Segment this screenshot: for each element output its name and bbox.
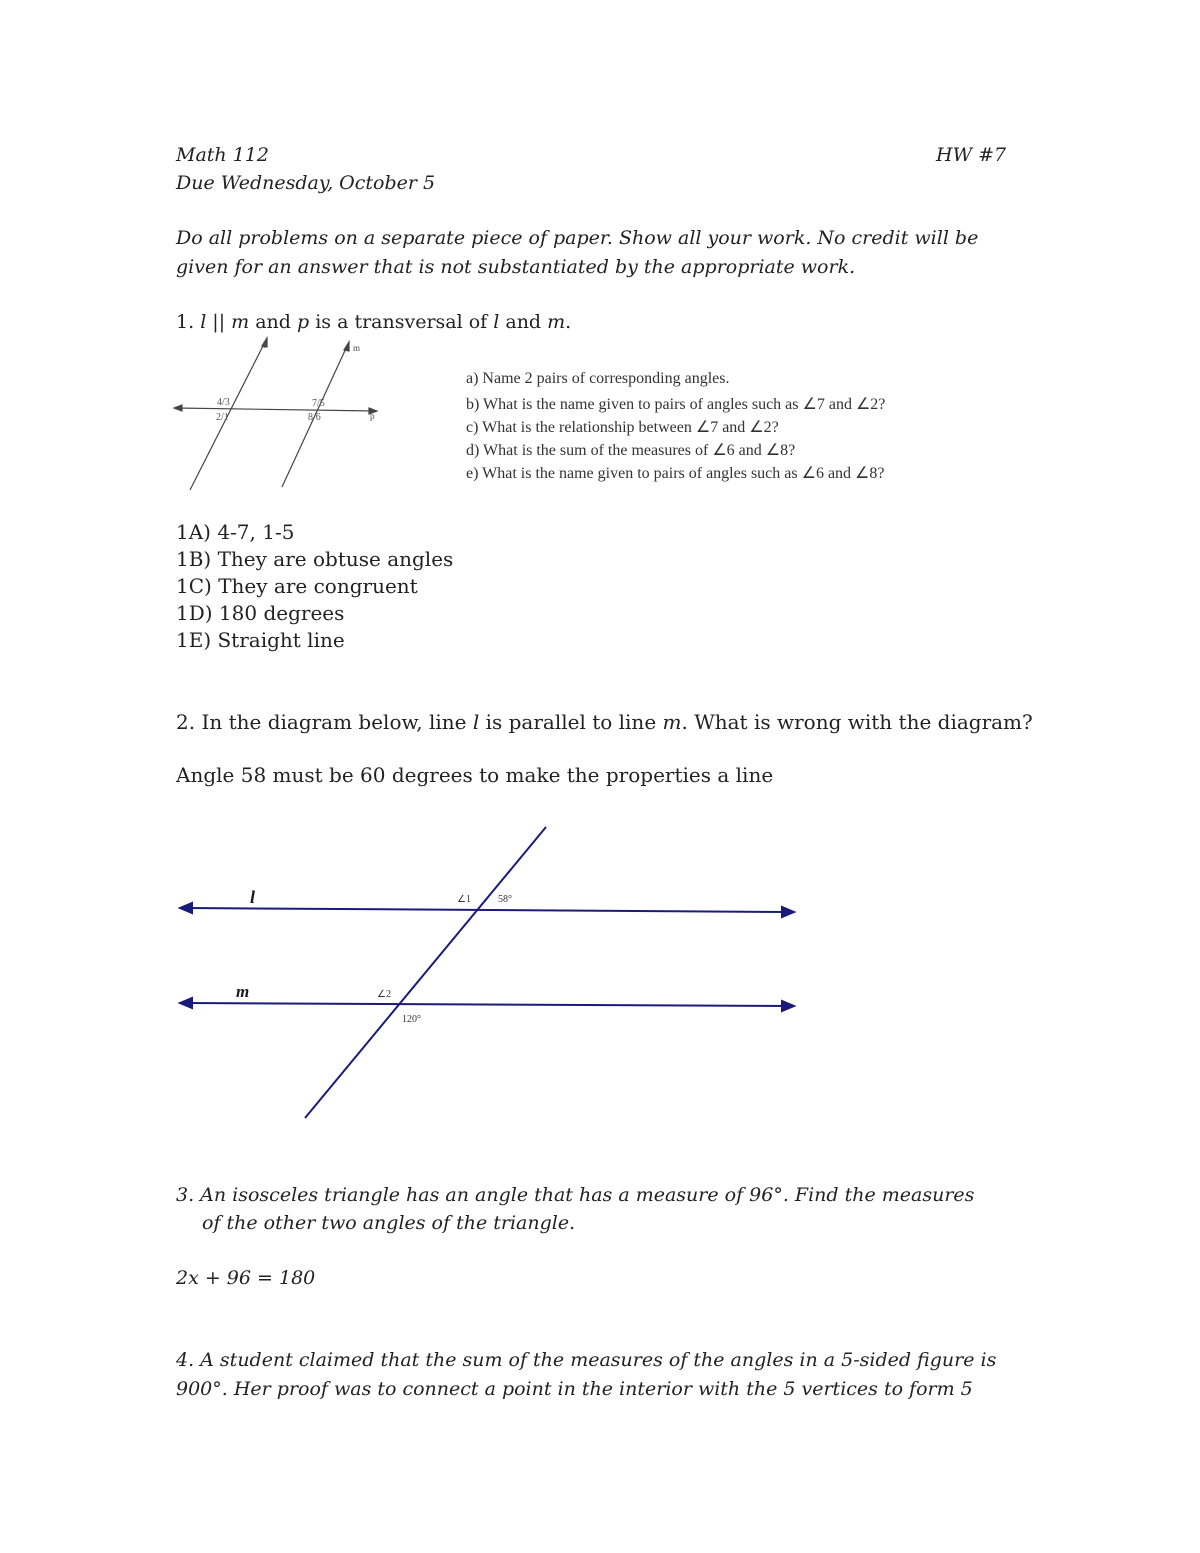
problem-2-statement: 2. In the diagram below, line l is parallel to line m. What is wrong with the diagram? [176,710,1033,734]
transversal-line [305,827,546,1118]
arrowhead-m-right [782,1001,794,1011]
label-m: m [353,343,361,353]
problem-1-statement: 1. l || m and p is a transversal of l and m. [176,311,572,333]
problem-2-diagram [170,820,810,1130]
label-l: l [263,340,266,350]
problem-3-line-2: of the other two angles of the triangle. [202,1212,576,1234]
problem-4-line-2: 900°. Her proof was to connect a point in the interior with the 5 vertices to form 5 [176,1378,973,1400]
question-c: c) What is the relationship between ∠7 and ∠2? [466,419,779,436]
arrowhead-m-left [180,998,192,1008]
due-date: Due Wednesday, October 5 [176,172,436,194]
problem-4-line-1: 4. A student claimed that the sum of the measures of the angles in a 5-sided figure is [176,1349,997,1371]
angle-label-7-5: 7/5 [312,398,325,409]
answer-1a: 1A) 4-7, 1-5 [176,520,295,544]
answer-1c: 1C) They are congruent [176,574,418,598]
answer-1b: 1B) They are obtuse angles [176,547,454,571]
label-p: p [370,411,375,421]
answer-1e: 1E) Straight line [176,628,345,652]
angle-label-2-1: 2/1 [216,412,229,423]
answer-1d: 1D) 180 degrees [176,601,345,625]
course-title: Math 112 [176,144,269,166]
problem-3-work: 2x + 96 = 180 [176,1267,316,1289]
angle-label-4-3: 4/3 [217,397,230,408]
problem-3-line-1: 3. An isosceles triangle has an angle that has a measure of 96°. Find the measures [176,1184,975,1206]
angle-label-58: 58° [498,894,512,905]
arrowhead-l-left [180,903,192,913]
question-d: d) What is the sum of the measures of ∠6 and ∠8? [466,442,796,459]
parallel-line-m [186,1003,786,1006]
instructions-line-1: Do all problems on a separate piece of paper. Show all your work. No credit will be [176,227,979,249]
angle-label-1: ∠1 [457,894,471,905]
instructions-line-2: given for an answer that is not substantiated by the appropriate work. [176,256,856,278]
transversal-line-p [176,408,375,411]
question-e: e) What is the name given to pairs of angles such as ∠6 and ∠8? [466,465,885,482]
problem-2-answer: Angle 58 must be 60 degrees to make the properties a line [176,763,774,787]
arrowhead-left [174,405,182,411]
arrowhead-m [344,342,349,351]
angle-label-120: 120° [402,1014,421,1025]
angle-label-2: ∠2 [377,989,391,1000]
question-b: b) What is the name given to pairs of angles such as ∠7 and ∠2? [466,396,886,413]
problem-1-diagram [170,335,390,495]
label-m: m [236,982,250,1001]
angle-label-8-6: 8/6 [308,412,321,423]
parallel-line-l [186,908,786,912]
label-l: l [250,887,256,907]
hw-number: HW #7 [936,144,1007,166]
arrowhead-l-right [782,907,794,917]
question-a: a) Name 2 pairs of corresponding angles. [466,370,730,387]
